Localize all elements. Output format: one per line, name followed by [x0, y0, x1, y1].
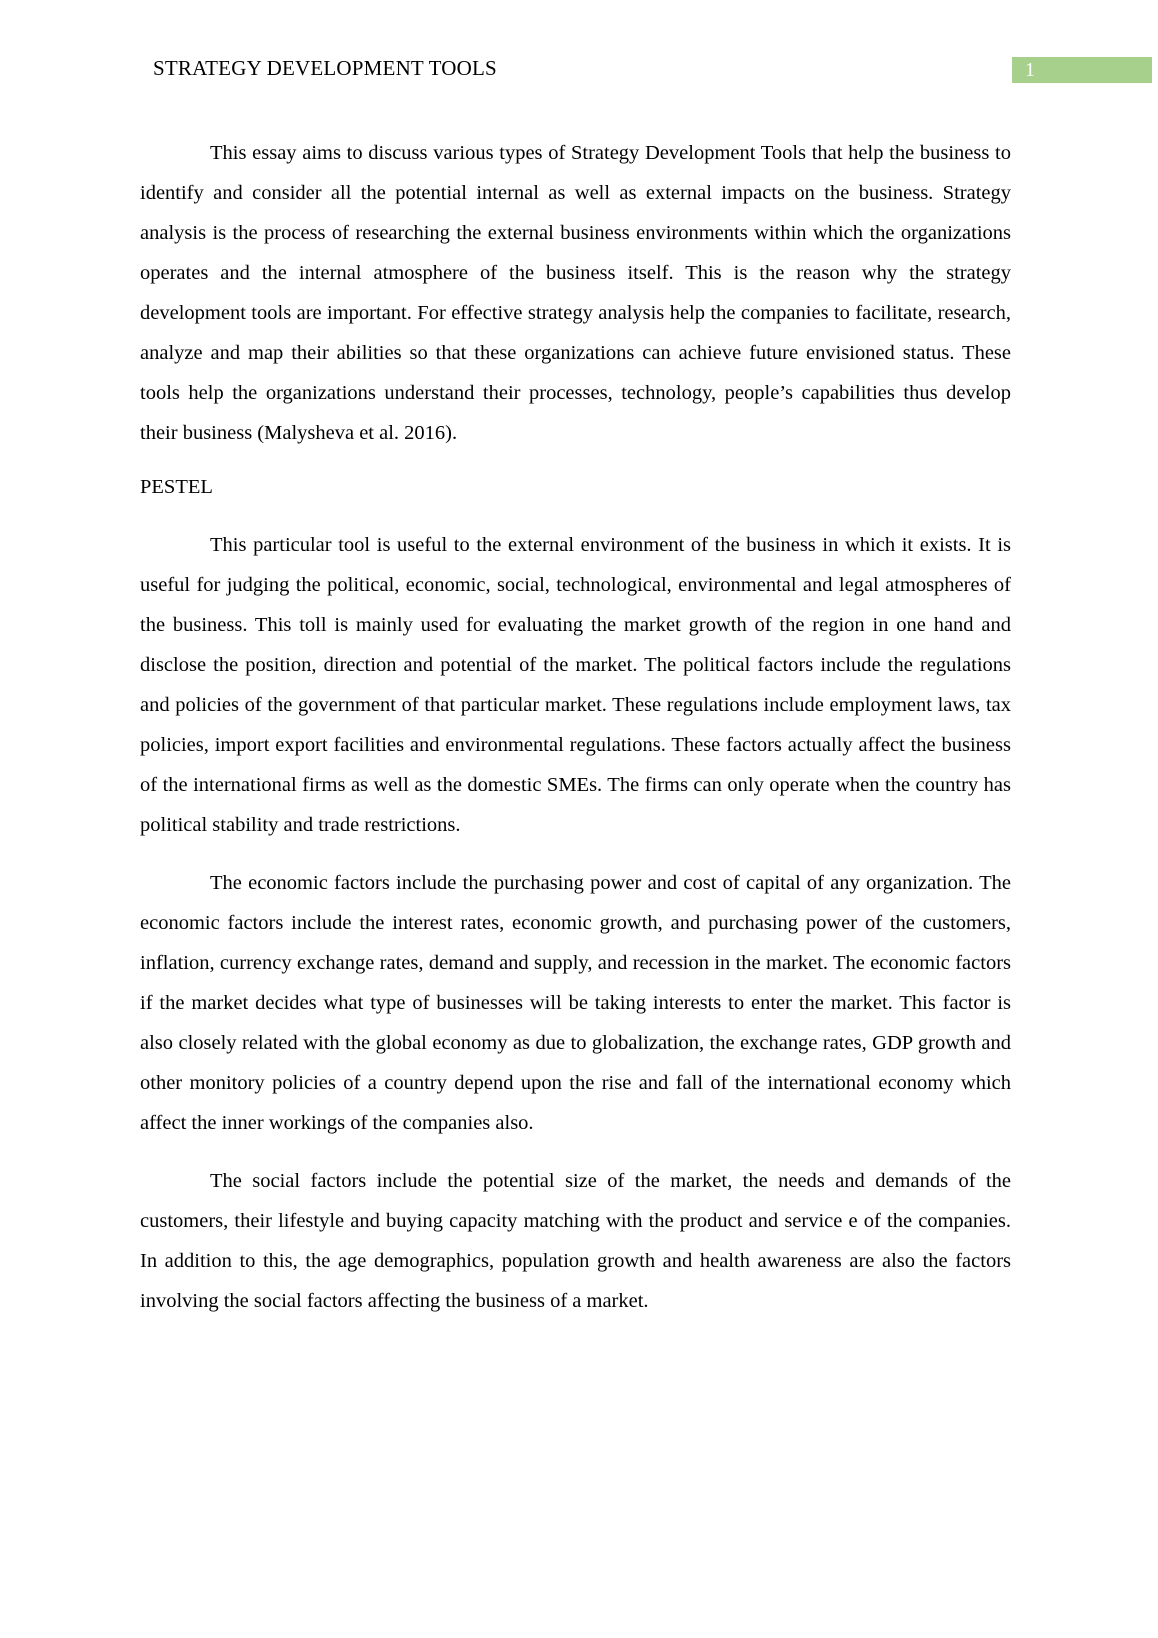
page-number: 1: [1012, 57, 1152, 83]
pestel-paragraph-social: The social factors include the potential size of the market, the needs and demands of the customers, their lifestyle and buying capacity matching with the product and service e of the companies. In addition to this, the age demographics, population growth and health awareness are also the factors involving the social factors affecting the business of a market.: [140, 1170, 1011, 1312]
running-header-title: STRATEGY DEVELOPMENT TOOLS: [153, 56, 497, 80]
section-heading-pestel: PESTEL: [140, 476, 213, 498]
intro-paragraph: This essay aims to discuss various types of Strategy Development Tools that help the business to identify and consider all the potential internal as well as external impacts on the business. Strategy analysis is the process of researching the external business environments within which the organizations operates and the internal atmosphere of the business itself. This is the reason why the strategy development tools are important. For effective strategy analysis help the companies to facilitate, research, analyze and map their abilities so that these organizations can achieve future envisioned status. These tools help the organizations understand their processes, technology, people’s capabilities thus develop their business (Malysheva et al. 2016).: [140, 142, 1011, 444]
document-body: [140, 133, 1011, 1321]
pestel-paragraph-overview: This particular tool is useful to the external environment of the business in which it exists. It is useful for judging the political, economic, social, technological, environmental and legal atmospheres of the business. This toll is mainly used for evaluating the market growth of the region in one hand and disclose the position, direction and potential of the market. The political factors include the regulations and policies of the government of that particular market. These regulations include employment laws, tax policies, import export facilities and environmental regulations. These factors actually affect the business of the international firms as well as the domestic SMEs. The firms can only operate when the country has political stability and trade restrictions.: [140, 534, 1011, 836]
pestel-paragraph-economic: The economic factors include the purchasing power and cost of capital of any organization. The economic factors include the interest rates, economic growth, and purchasing power of the customers, inflation, currency exchange rates, demand and supply, and recession in the market. The economic factors if the market decides what type of businesses will be taking interests to enter the market. This factor is also closely related with the global economy as due to globalization, the exchange rates, GDP growth and other monitory policies of a country depend upon the rise and fall of the international economy which affect the inner workings of the companies also.: [140, 872, 1011, 1134]
